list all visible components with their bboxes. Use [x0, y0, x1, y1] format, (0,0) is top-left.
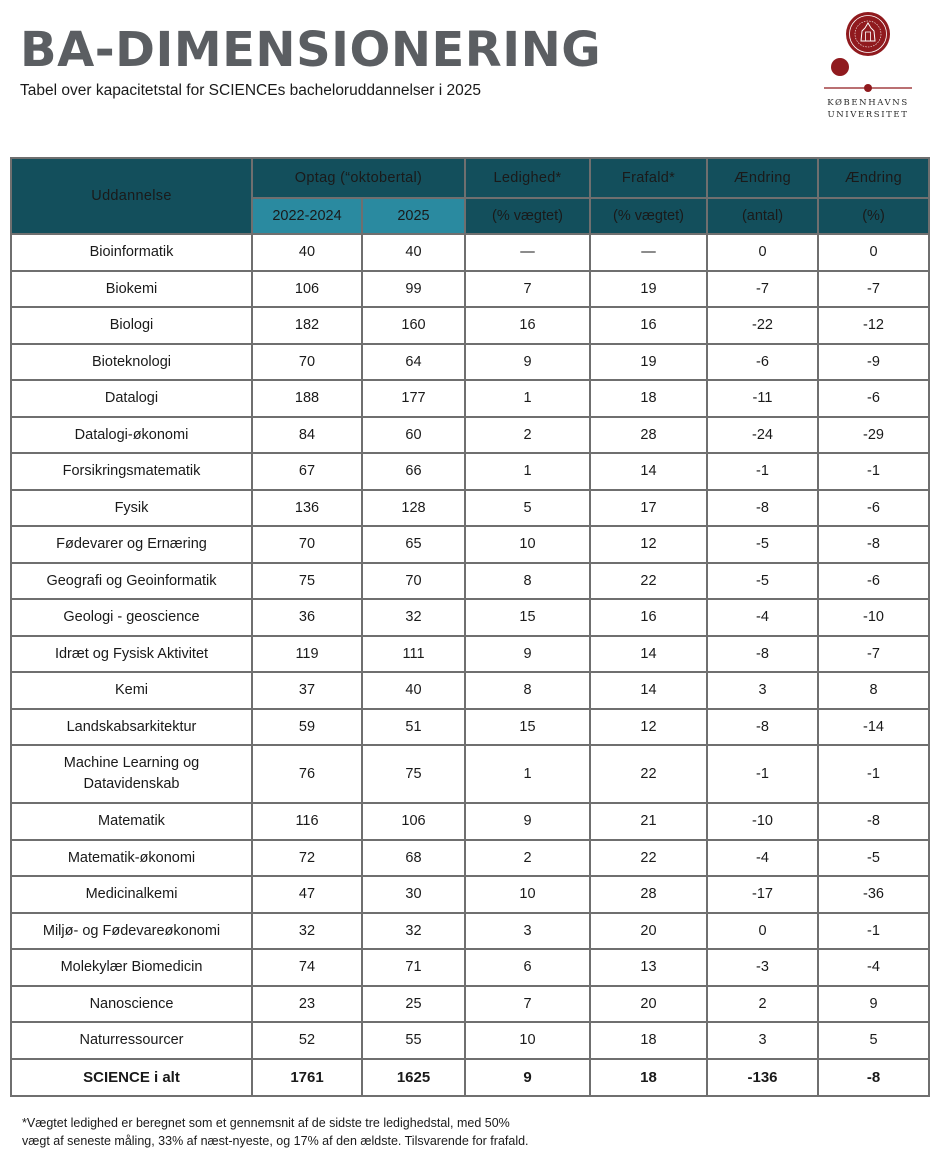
table-row — [11, 876, 929, 913]
table-row — [11, 949, 929, 986]
cell-ledighed: 9 — [465, 636, 590, 673]
cell-optag-2025: 60 — [362, 417, 465, 454]
cell-optag-2025: 70 — [362, 563, 465, 600]
cell-optag-2025: 66 — [362, 453, 465, 490]
cell-ledighed: 8 — [465, 672, 590, 709]
cell-aendring-antal: -11 — [707, 380, 818, 417]
cell-optag-2022: 37 — [252, 672, 362, 709]
cell-optag-2022: 188 — [252, 380, 362, 417]
cell-frafald: 20 — [590, 913, 707, 950]
cell-optag-2022: 70 — [252, 526, 362, 563]
footnote-line1: *Vægtet ledighed er beregnet som et gennemsnit af de sidste tre ledighedstal, med 50% — [22, 1116, 510, 1130]
cell-optag-2025: 32 — [362, 913, 465, 950]
table-row — [11, 417, 929, 454]
cell-ledighed: 15 — [465, 709, 590, 746]
cell-aendring-pct: 9 — [818, 986, 929, 1023]
cell-aendring-antal: -8 — [707, 636, 818, 673]
subheader-aendring-pct: (%) — [818, 198, 929, 234]
table-row — [11, 490, 929, 527]
cell-aendring-pct: -1 — [818, 745, 929, 803]
cell-aendring-antal: 2 — [707, 986, 818, 1023]
cell-name: Bioteknologi — [11, 344, 252, 381]
cell-frafald: 19 — [590, 271, 707, 308]
cell-optag-2025: 99 — [362, 271, 465, 308]
cell-ledighed: 7 — [465, 986, 590, 1023]
header-uddannelse: Uddannelse — [11, 158, 252, 234]
total-optag-2025: 1625 — [362, 1059, 465, 1096]
cell-frafald: 16 — [590, 307, 707, 344]
cell-optag-2025: 75 — [362, 745, 465, 803]
cell-name: Fødevarer og Ernæring — [11, 526, 252, 563]
table-row — [11, 986, 929, 1023]
total-optag-2022: 1761 — [252, 1059, 362, 1096]
cell-name — [11, 745, 252, 803]
cell-frafald: 13 — [590, 949, 707, 986]
cell-optag-2025: 25 — [362, 986, 465, 1023]
cell-optag-2022: 52 — [252, 1022, 362, 1059]
cell-name: Datalogi — [11, 380, 252, 417]
total-aendring-antal: -136 — [707, 1059, 818, 1096]
cell-name: Naturressourcer — [11, 1022, 252, 1059]
cell-optag-2025: 160 — [362, 307, 465, 344]
cell-name: Fysik — [11, 490, 252, 527]
cell-name: Datalogi-økonomi — [11, 417, 252, 454]
total-name: SCIENCE i alt — [11, 1059, 252, 1096]
cell-aendring-antal: -1 — [707, 453, 818, 490]
cell-aendring-pct: 0 — [818, 234, 929, 271]
cell-ledighed: 15 — [465, 599, 590, 636]
cell-optag-2022: 75 — [252, 563, 362, 600]
cell-ledighed: — — [465, 234, 590, 271]
footnote — [22, 1114, 622, 1150]
cell-ledighed: 6 — [465, 949, 590, 986]
cell-name: Forsikringsmatematik — [11, 453, 252, 490]
cell-name: Medicinalkemi — [11, 876, 252, 913]
cell-aendring-antal: -5 — [707, 526, 818, 563]
total-ledighed: 9 — [465, 1059, 590, 1096]
cell-optag-2022: 116 — [252, 803, 362, 840]
cell-aendring-antal: -8 — [707, 490, 818, 527]
cell-optag-2022: 47 — [252, 876, 362, 913]
cell-name: Kemi — [11, 672, 252, 709]
cell-optag-2025: 51 — [362, 709, 465, 746]
cell-aendring-pct: -14 — [818, 709, 929, 746]
header-aendring-antal: Ændring — [707, 158, 818, 198]
cell-aendring-pct: -10 — [818, 599, 929, 636]
table-row — [11, 344, 929, 381]
cell-aendring-pct: -4 — [818, 949, 929, 986]
cell-frafald: 14 — [590, 453, 707, 490]
cell-aendring-antal: 3 — [707, 672, 818, 709]
cell-aendring-antal: 0 — [707, 234, 818, 271]
cell-optag-2025: 55 — [362, 1022, 465, 1059]
cell-aendring-pct: -29 — [818, 417, 929, 454]
cell-aendring-antal: -17 — [707, 876, 818, 913]
cell-name-line1: Machine Learning og — [63, 755, 200, 771]
cell-optag-2022: 40 — [252, 234, 362, 271]
cell-aendring-pct: -8 — [818, 803, 929, 840]
cell-frafald: 22 — [590, 745, 707, 803]
cell-optag-2022: 67 — [252, 453, 362, 490]
cell-aendring-antal: -3 — [707, 949, 818, 986]
cell-aendring-antal: -10 — [707, 803, 818, 840]
cell-frafald: 21 — [590, 803, 707, 840]
subheader-aendring-antal: (antal) — [707, 198, 818, 234]
subheader-frafald: (% vægtet) — [590, 198, 707, 234]
cell-name: Geografi og Geoinformatik — [11, 563, 252, 600]
cell-ledighed: 3 — [465, 913, 590, 950]
cell-ledighed: 10 — [465, 1022, 590, 1059]
logo-text-line2: UNIVERSITET — [827, 110, 909, 120]
cell-aendring-antal: -6 — [707, 344, 818, 381]
header-frafald: Frafald* — [590, 158, 707, 198]
cell-frafald: 14 — [590, 636, 707, 673]
total-frafald: 18 — [590, 1059, 707, 1096]
cell-aendring-pct: -1 — [818, 453, 929, 490]
total-aendring-pct: -8 — [818, 1059, 929, 1096]
university-logo — [818, 10, 918, 122]
table-row — [11, 307, 929, 344]
cell-optag-2022: 182 — [252, 307, 362, 344]
cell-ledighed: 1 — [465, 380, 590, 417]
cell-optag-2022: 72 — [252, 840, 362, 877]
cell-frafald: 22 — [590, 840, 707, 877]
table-row — [11, 453, 929, 490]
cell-frafald: 12 — [590, 709, 707, 746]
page-subtitle: Tabel over kapacitetstal for SCIENCEs bacheloruddannelser i 2025 — [20, 82, 481, 99]
table-row — [11, 234, 929, 271]
cell-optag-2025: 40 — [362, 672, 465, 709]
cell-ledighed: 2 — [465, 840, 590, 877]
cell-frafald: 28 — [590, 417, 707, 454]
cell-optag-2025: 30 — [362, 876, 465, 913]
cell-name: Molekylær Biomedicin — [11, 949, 252, 986]
table-row — [11, 1022, 929, 1059]
cell-name: Nanoscience — [11, 986, 252, 1023]
cell-aendring-antal: -4 — [707, 840, 818, 877]
header-ledighed: Ledighed* — [465, 158, 590, 198]
total-row — [11, 1059, 929, 1096]
subheader-ledighed: (% vægtet) — [465, 198, 590, 234]
table-row — [11, 599, 929, 636]
cell-name-line2: Datavidenskab — [83, 776, 180, 792]
cell-name: Biologi — [11, 307, 252, 344]
cell-name: Matematik-økonomi — [11, 840, 252, 877]
cell-name: Miljø- og Fødevareøkonomi — [11, 913, 252, 950]
cell-ledighed: 1 — [465, 745, 590, 803]
cell-aendring-pct: -6 — [818, 490, 929, 527]
cell-frafald: 17 — [590, 490, 707, 527]
logo-text-line1: KØBENHAVNS — [827, 98, 909, 108]
cell-name: Bioinformatik — [11, 234, 252, 271]
cell-ledighed: 9 — [465, 344, 590, 381]
cell-ledighed: 8 — [465, 563, 590, 600]
cell-optag-2025: 177 — [362, 380, 465, 417]
cell-aendring-pct: -36 — [818, 876, 929, 913]
table-row — [11, 913, 929, 950]
cell-aendring-pct: -5 — [818, 840, 929, 877]
table-row — [11, 526, 929, 563]
cell-optag-2025: 111 — [362, 636, 465, 673]
cell-frafald: 18 — [590, 1022, 707, 1059]
cell-frafald: 12 — [590, 526, 707, 563]
cell-aendring-pct: -1 — [818, 913, 929, 950]
cell-aendring-pct: -8 — [818, 526, 929, 563]
cell-optag-2022: 59 — [252, 709, 362, 746]
cell-aendring-pct: 5 — [818, 1022, 929, 1059]
cell-aendring-antal: -24 — [707, 417, 818, 454]
header-optag: Optag (“oktobertal) — [252, 158, 465, 198]
table-row — [11, 563, 929, 600]
cell-ledighed: 10 — [465, 526, 590, 563]
cell-ledighed: 5 — [465, 490, 590, 527]
cell-aendring-antal: -4 — [707, 599, 818, 636]
cell-optag-2025: 32 — [362, 599, 465, 636]
header-aendring-pct: Ændring — [818, 158, 929, 198]
cell-optag-2025: 64 — [362, 344, 465, 381]
footnote-line2: vægt af seneste måling, 33% af næst-nyeste, og 17% af den ældste. Tilsvarende for frafald. — [22, 1134, 529, 1148]
cell-optag-2025: 71 — [362, 949, 465, 986]
cell-aendring-antal: -7 — [707, 271, 818, 308]
cell-ledighed: 7 — [465, 271, 590, 308]
cell-optag-2022: 74 — [252, 949, 362, 986]
table-row — [11, 672, 929, 709]
cell-optag-2022: 70 — [252, 344, 362, 381]
cell-name: Biokemi — [11, 271, 252, 308]
page-title: BA-DIMENSIONERING — [20, 22, 602, 78]
cell-frafald: 20 — [590, 986, 707, 1023]
cell-ledighed: 16 — [465, 307, 590, 344]
cell-aendring-pct: -9 — [818, 344, 929, 381]
table-row — [11, 840, 929, 877]
cell-optag-2022: 23 — [252, 986, 362, 1023]
cell-optag-2022: 36 — [252, 599, 362, 636]
cell-aendring-pct: -7 — [818, 636, 929, 673]
cell-ledighed: 9 — [465, 803, 590, 840]
cell-name: Geologi - geoscience — [11, 599, 252, 636]
cell-frafald: 22 — [590, 563, 707, 600]
subheader-optag-2022: 2022-2024 — [252, 198, 362, 234]
subheader-optag-2025: 2025 — [362, 198, 465, 234]
university-seal-icon — [818, 10, 918, 95]
cell-aendring-pct: -6 — [818, 563, 929, 600]
cell-aendring-antal: 3 — [707, 1022, 818, 1059]
cell-aendring-antal: 0 — [707, 913, 818, 950]
cell-name: Landskabsarkitektur — [11, 709, 252, 746]
cell-optag-2022: 84 — [252, 417, 362, 454]
table-row — [11, 803, 929, 840]
cell-optag-2025: 40 — [362, 234, 465, 271]
cell-optag-2025: 128 — [362, 490, 465, 527]
cell-optag-2022: 106 — [252, 271, 362, 308]
cell-optag-2022: 32 — [252, 913, 362, 950]
cell-ledighed: 10 — [465, 876, 590, 913]
cell-optag-2025: 106 — [362, 803, 465, 840]
cell-aendring-pct: -6 — [818, 380, 929, 417]
capacity-table — [10, 157, 930, 1097]
cell-name: Matematik — [11, 803, 252, 840]
cell-frafald: — — [590, 234, 707, 271]
cell-aendring-antal: -8 — [707, 709, 818, 746]
cell-optag-2022: 119 — [252, 636, 362, 673]
cell-name: Idræt og Fysisk Aktivitet — [11, 636, 252, 673]
table-row — [11, 636, 929, 673]
table-row — [11, 745, 929, 803]
cell-optag-2025: 68 — [362, 840, 465, 877]
cell-optag-2022: 136 — [252, 490, 362, 527]
cell-frafald: 28 — [590, 876, 707, 913]
table-row — [11, 380, 929, 417]
cell-aendring-antal: -22 — [707, 307, 818, 344]
cell-aendring-pct: -7 — [818, 271, 929, 308]
cell-optag-2022: 76 — [252, 745, 362, 803]
cell-optag-2025: 65 — [362, 526, 465, 563]
cell-aendring-pct: 8 — [818, 672, 929, 709]
table-row — [11, 709, 929, 746]
cell-frafald: 18 — [590, 380, 707, 417]
cell-ledighed: 1 — [465, 453, 590, 490]
cell-ledighed: 2 — [465, 417, 590, 454]
cell-frafald: 14 — [590, 672, 707, 709]
cell-frafald: 16 — [590, 599, 707, 636]
cell-aendring-antal: -5 — [707, 563, 818, 600]
cell-aendring-pct: -12 — [818, 307, 929, 344]
cell-aendring-antal: -1 — [707, 745, 818, 803]
cell-frafald: 19 — [590, 344, 707, 381]
table-row — [11, 271, 929, 308]
